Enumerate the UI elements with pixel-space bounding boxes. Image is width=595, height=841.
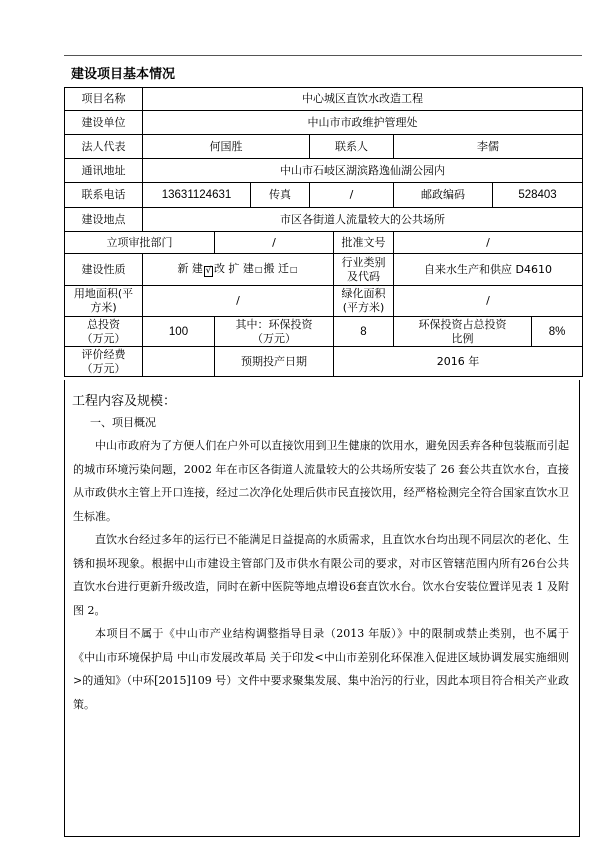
- top-rule: [64, 55, 582, 56]
- site-label: 建设地点: [65, 208, 143, 232]
- land-area-value: /: [143, 286, 334, 317]
- nature-move-checkbox: □: [290, 265, 298, 274]
- approval-dept-value: /: [215, 232, 334, 254]
- fax-label: 传真: [251, 183, 310, 208]
- investment-label: [65, 317, 143, 347]
- builder-label: 建设单位: [65, 111, 143, 135]
- paragraph-2: 直饮水台经过多年的运行已不能满足日益提高的水质需求，且直饮水台均出现不同层次的老化、生锈和损坏现象。根据中山市建设主管部门及市供水有限公司的要求，对市区管辖范围内所有26台公共直饮水台进行更新升级改造，同时在新中医院等地点增设6套直饮水台。饮水台安装位置详见表 1 及附图 2。: [73, 533, 569, 617]
- start-date-label: 预期投产日期: [215, 347, 334, 377]
- eval-cost-label: [65, 347, 143, 377]
- legal-rep-label: 法人代表: [65, 135, 143, 159]
- green-area-value: /: [394, 286, 583, 317]
- green-area-label-line1: 绿化面积: [341, 287, 386, 300]
- postcode-label: 邮政编码: [394, 183, 493, 208]
- eval-cost-value: [143, 347, 215, 377]
- start-date-value: 2016 年: [334, 347, 583, 377]
- env-ratio-value: 8%: [532, 317, 583, 347]
- nature-move-text: 搬 迁: [263, 262, 289, 275]
- postcode-value: 528403: [493, 183, 583, 208]
- content-sub-heading: 一、项目概况: [90, 416, 156, 429]
- land-area-label-line2: 方米): [90, 301, 117, 314]
- green-area-label: [334, 286, 394, 317]
- approval-dept-label: 立项审批部门: [65, 232, 215, 254]
- env-invest-value: 8: [334, 317, 394, 347]
- builder-value: 中山市市政维护管理处: [143, 111, 583, 135]
- eval-cost-label-line2: （万元）: [81, 361, 126, 375]
- env-ratio-label-line1: 环保投资占总投资: [418, 317, 507, 331]
- content-heading: 工程内容及规模：: [72, 394, 177, 409]
- env-invest-label-line1: 其中：环保投资: [235, 317, 313, 331]
- env-invest-label-line2: （万元）: [252, 331, 296, 345]
- project-name-value: 中心城区直饮水改造工程: [143, 88, 583, 111]
- industry-value: 自来水生产和供应 D4610: [394, 254, 583, 286]
- env-ratio-label: [394, 317, 532, 347]
- env-invest-label: [215, 317, 334, 347]
- approval-doc-value: /: [394, 232, 583, 254]
- nature-new-text: 新 建: [177, 262, 203, 275]
- nature-label: 建设性质: [65, 254, 143, 286]
- env-ratio-label-line2: 比例: [451, 331, 474, 345]
- nature-rebuild-text: 改 扩 建: [213, 262, 254, 275]
- industry-label-line2: 及代码: [347, 269, 380, 283]
- investment-label-line1: 总投资: [87, 317, 120, 331]
- section-title: 建设项目基本情况: [71, 67, 176, 82]
- project-info-table: [64, 87, 583, 377]
- land-area-label-line1: 用地面积(平: [73, 287, 134, 300]
- address-label: 通讯地址: [65, 159, 143, 183]
- investment-value: 100: [143, 317, 215, 347]
- approval-doc-label: 批准文号: [334, 232, 394, 254]
- project-content-box: [64, 380, 580, 837]
- industry-label: [334, 254, 394, 286]
- nature-options: [143, 254, 334, 286]
- phone-value: 13631124631: [143, 183, 251, 208]
- paragraph-3: 本项目不属于《中山市产业结构调整指导目录（2013 年版）》中的限制或禁止类别，也不属于《中山市环境保护局 中山市发展改革局 关于印发<中山市差别化环保准入促进区域协调发展实施细则>的通知》（中环[2015]109 号）文件中要求聚集发展、集中治污的行业，因此本项目符合相关产业政策。: [73, 627, 569, 711]
- paragraph-1: 中山市政府为了方便人们在户外可以直接饮用到卫生健康的饮用水，避免因丢弃各种包装瓶而引起的城市环境污染问题，2002 年在市区各街道人流量较大的公共场所安装了 26 套公共直饮水台，直接从市政供水主管上开口连接，经过二次净化处理后供市民直接饮用，经严格检测完全符合国家直饮水卫生标准。: [73, 439, 569, 523]
- green-area-label-line2: (平方米): [342, 301, 385, 314]
- land-area-label: [65, 286, 143, 317]
- contact-value: 李儒: [394, 135, 583, 159]
- project-name-label: 项目名称: [65, 88, 143, 111]
- investment-label-line2: （万元）: [81, 331, 126, 345]
- phone-label: 联系电话: [65, 183, 143, 208]
- address-value: 中山市石岐区湖滨路逸仙湖公园内: [143, 159, 583, 183]
- nature-rebuild-checkbox: □: [254, 265, 263, 274]
- site-value: 市区各街道人流量较大的公共场所: [143, 208, 583, 232]
- eval-cost-label-line1: 评价经费: [81, 347, 126, 361]
- fax-value: /: [310, 183, 394, 208]
- contact-label: 联系人: [310, 135, 394, 159]
- industry-label-line1: 行业类别: [341, 255, 386, 269]
- legal-rep-value: 何国胜: [143, 135, 310, 159]
- nature-new-checkbox: √: [205, 266, 212, 276]
